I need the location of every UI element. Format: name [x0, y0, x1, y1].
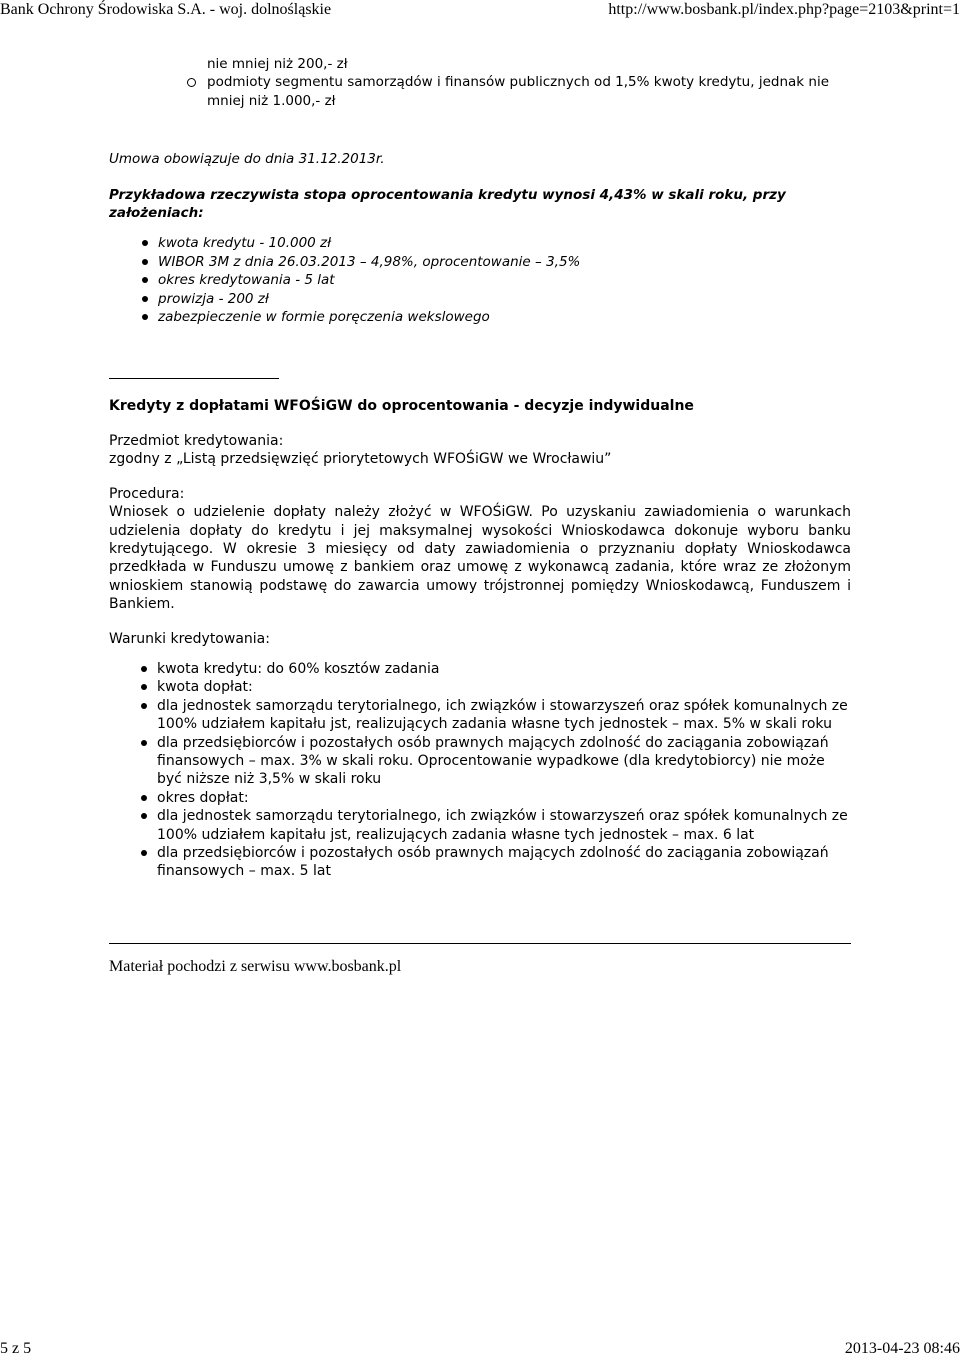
list-item: nie mniej niż 200,- zł — [207, 56, 348, 72]
print-header-url[interactable]: http://www.bosbank.pl/index.php?page=2103&print=1 — [608, 1, 960, 18]
procedure-text: Wniosek o udzielenie dopłaty należy złożyć w WFOŚiGW. Po uzyskaniu zawiadomienia o warunkach udzielenia dopłaty do kredytu i jej maksymalnej wysokości Wnioskodawca dokonuje wyboru banku kredytującego. W okresie 3 miesięcy od daty zawiadomienia o przyznaniu dopłaty Wnioskodawca przedkłada w Funduszu umowę z bankiem oraz umowę z wykonawcą zadania, które wraz ze złożonym wnioskiem stanowią podstawę do zawarcia umowy trójstronnej pomiędzy Wnioskodawcą, Funduszem i Bankiem. — [109, 504, 851, 613]
divider — [109, 378, 279, 379]
subject-text: zgodny z „Listą przedsięwzięć priorytetowych WFOŚiGW we Wrocławiu” — [109, 451, 612, 468]
list-item: kwota kredytu: do 60% kosztów zadania — [157, 660, 851, 678]
list-item: okres kredytowania - 5 lat — [158, 271, 851, 289]
page-number: 5 z 5 — [0, 1340, 32, 1357]
procedure-label: Procedura: — [109, 485, 185, 502]
list-item: dla przedsiębiorców i pozostałych osób prawnych mających zdolność do zaciągania zobowiązań finansowych – max. 5 lat — [157, 844, 851, 881]
validity-note: Umowa obowiązuje do dnia 31.12.2013r. — [109, 151, 385, 168]
footer-divider — [109, 943, 851, 944]
fee-list — [109, 55, 851, 110]
print-datetime: 2013-04-23 08:46 — [844, 1340, 960, 1357]
list-item: kwota kredytu - 10.000 zł — [158, 234, 851, 252]
example-heading: Przykładowa rzeczywista stopa oprocentowania kredytu wynosi 4,43% w skali roku, przy założeniach: — [109, 186, 786, 222]
section-title: Kredyty z dopłatami WFOŚiGW do oprocentowania - decyzje indywidualne — [109, 398, 694, 415]
source-note: Materiał pochodzi z serwisu www.bosbank.pl — [109, 957, 402, 975]
conditions-list — [109, 660, 851, 881]
list-item: prowizja - 200 zł — [158, 290, 851, 308]
page-content — [109, 55, 851, 976]
list-item: podmioty segmentu samorządów i finansów publicznych od 1,5% kwoty kredytu, jednak nie mniej niż 1.000,- zł — [207, 73, 851, 110]
list-item: dla jednostek samorządu terytorialnego, ich związków i stowarzyszeń oraz spółek komunalnych ze 100% udziałem kapitału jst, realizujących zadania własne tych jednostek – max. 6 lat — [157, 807, 851, 844]
example-assumptions-list — [109, 234, 851, 326]
conditions-label: Warunki kredytowania: — [109, 630, 270, 647]
list-item: kwota dopłat: — [157, 678, 851, 696]
list-item: zabezpieczenie w formie poręczenia wekslowego — [158, 308, 851, 326]
subject-label: Przedmiot kredytowania: — [109, 432, 284, 449]
list-item: okres dopłat: — [157, 789, 851, 807]
list-item: dla jednostek samorządu terytorialnego, ich związków i stowarzyszeń oraz spółek komunalnych ze 100% udziałem kapitału jst, realizujących zadania własne tych jednostek – max. 5% w skali roku — [157, 697, 851, 734]
print-header-title: Bank Ochrony Środowiska S.A. - woj. dolnośląskie — [0, 1, 332, 18]
list-item: WIBOR 3M z dnia 26.03.2013 – 4,98%, oprocentowanie – 3,5% — [158, 253, 851, 271]
list-item: dla przedsiębiorców i pozostałych osób prawnych mających zdolność do zaciągania zobowiązań finansowych – max. 3% w skali roku. Oprocentowanie wypadkowe (dla kredytobiorcy) nie może być niższe niż 3,5% w skali roku — [157, 734, 851, 789]
